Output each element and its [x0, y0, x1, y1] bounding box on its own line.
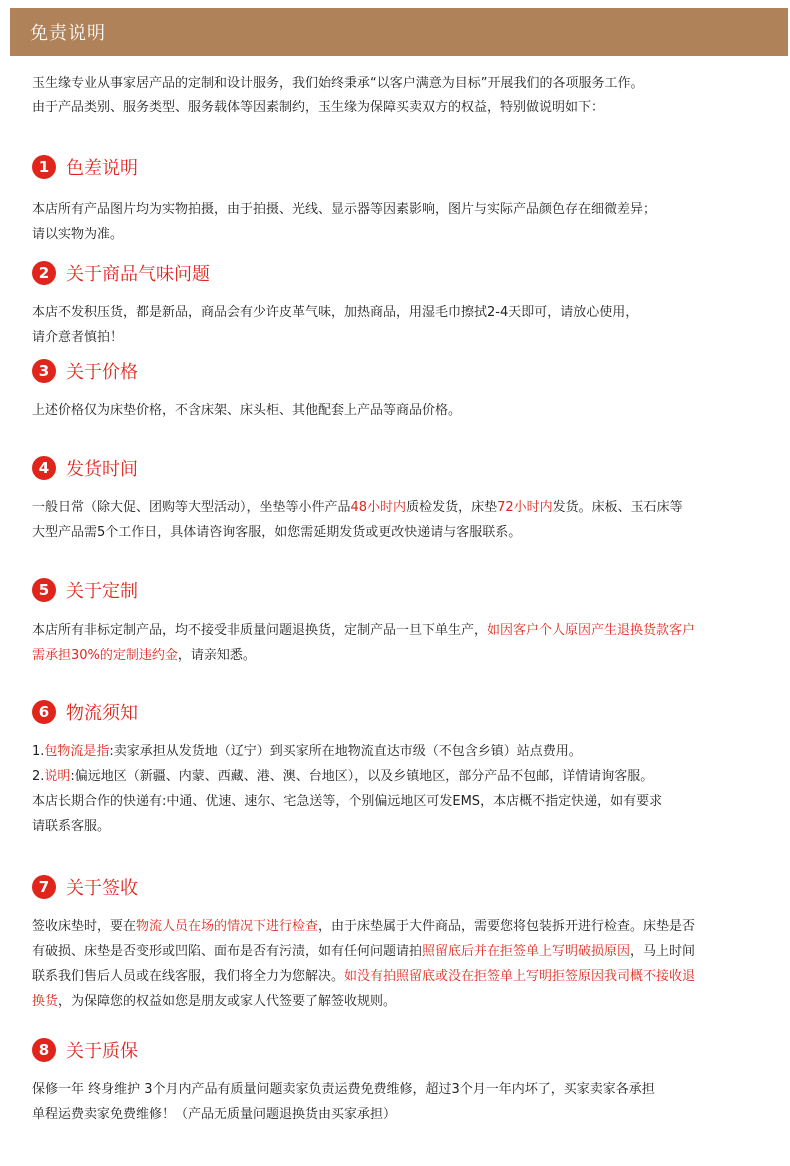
body-line: 请联系客服。: [32, 819, 111, 834]
section-title: 关于定制: [66, 581, 138, 602]
text-run: 联系我们售后人员或在线客服，我们将全力为您解决。: [32, 969, 345, 984]
section-body: [32, 300, 772, 350]
section-heading-customization: [32, 577, 138, 603]
section-heading-signing: [32, 874, 138, 900]
number-badge: 6: [32, 700, 56, 724]
section-heading-color-difference: [32, 154, 138, 180]
body-line: 上述价格仅为床垫价格，不含床架、床头柜、其他配套上产品等商品价格。: [32, 403, 462, 418]
body-line: 大型产品需5个工作日，具体请咨询客服，如您需延期发货或更改快递请与客服联系。: [32, 525, 522, 540]
highlight-text: 换货: [32, 994, 59, 1009]
highlight-text: 72小时内: [497, 500, 553, 515]
body-line: 请以实物为准。: [32, 227, 124, 242]
highlight-text: 需承担30%的定制违约金: [32, 648, 178, 663]
body-line: [32, 914, 772, 939]
section-body: [32, 1077, 772, 1127]
section-heading-warranty: [32, 1037, 138, 1063]
section-body: [32, 495, 772, 545]
body-line: 本店长期合作的快递有:中通、优速、速尔、宅急送等，个别偏远地区可发EMS，本店概不指定快递，如有要求: [32, 794, 663, 809]
text-run: ，马上时间: [630, 944, 696, 959]
body-line: [32, 618, 772, 643]
body-line: 单程运费卖家免费维修！（产品无质量问题退换货由买家承担）: [32, 1107, 397, 1122]
intro-text: [32, 72, 762, 120]
text-run: ，请亲知悉。: [177, 648, 256, 663]
section-body: [32, 618, 772, 668]
section-title: 色差说明: [66, 158, 138, 179]
page-title: 免责说明: [30, 23, 106, 44]
text-run: 一般日常（除大促、团购等大型活动），坐垫等小件产品: [32, 500, 351, 515]
body-line: 保修一年 终身维护 3个月内产品有质量问题卖家负责运费免费维修，超过3个月一年内坏了，买家卖家各承担: [32, 1082, 655, 1097]
text-run: 2.: [32, 769, 45, 784]
body-line: [32, 989, 772, 1014]
highlight-text: 如没有拍照留底或没在拒签单上写明拒签原因我司概不接收退: [344, 969, 696, 984]
text-run: :偏远地区（新疆、内蒙、西藏、港、澳、台地区），以及乡镇地区，部分产品不包邮，详情请询客服。: [70, 769, 654, 784]
section-title: 关于价格: [66, 362, 138, 383]
section-title: 关于质保: [66, 1041, 138, 1062]
text-run: 签收床垫时，要在: [32, 919, 137, 934]
text-run: ，为保障您的权益如您是朋友或家人代签要了解签收规则。: [58, 994, 397, 1009]
intro-line: 玉生缘专业从事家居产品的定制和设计服务，我们始终秉承“以客户满意为目标”开展我们的各项服务工作。: [32, 76, 644, 91]
section-body: [32, 197, 772, 247]
section-title: 关于商品气味问题: [66, 264, 210, 285]
section-heading-price: [32, 358, 138, 384]
body-line: [32, 939, 772, 964]
highlight-text: 照留底后并在拒签单上写明破损原因: [422, 944, 631, 959]
number-badge: 3: [32, 359, 56, 383]
intro-line: 由于产品类别、服务类型、服务载体等因素制约，玉生缘为保障买卖双方的权益，特别做说明如下：: [32, 100, 605, 115]
number-badge: 8: [32, 1038, 56, 1062]
text-run: :卖家承担从发货地（辽宁）到买家所在地物流直达市级（不包含乡镇）站点费用。: [109, 744, 582, 759]
body-line: [32, 643, 772, 668]
highlight-text: 物流人员在场的情况下进行检查: [136, 919, 319, 934]
highlight-text: 如因客户个人原因产生退换货款客户: [487, 623, 696, 638]
body-line: [32, 964, 772, 989]
highlight-text: 包物流是指: [44, 744, 110, 759]
body-line: 请介意者慎拍！: [32, 330, 124, 345]
highlight-text: 48小时内: [350, 500, 407, 515]
number-badge: 1: [32, 155, 56, 179]
number-badge: 5: [32, 578, 56, 602]
number-badge: 2: [32, 261, 56, 285]
section-title: 关于签收: [66, 878, 138, 899]
text-run: 本店所有非标定制产品，均不接受非质量问题退换货，定制产品一旦下单生产，: [32, 623, 488, 638]
section-heading-shipping: [32, 455, 138, 481]
section-title: 物流须知: [66, 703, 138, 724]
body-line: [32, 495, 772, 520]
body-line: 本店所有产品图片均为实物拍摄，由于拍摄、光线、显示器等因素影响，图片与实际产品颜色存在细微差异；: [32, 202, 657, 217]
highlight-text: 说明: [44, 769, 71, 784]
text-run: 1.: [32, 744, 45, 759]
section-heading-odor: [32, 260, 210, 286]
section-body: [32, 398, 772, 423]
text-run: 质检发货，床垫: [406, 500, 498, 515]
number-badge: 4: [32, 456, 56, 480]
body-line: [32, 764, 772, 789]
text-run: 发货。床板、玉石床等: [552, 500, 683, 515]
section-body: [32, 914, 772, 1014]
body-line: 本店不发积压货，都是新品，商品会有少许皮革气味，加热商品，用湿毛巾擦拭2-4天即可，请放心使用，: [32, 305, 639, 320]
section-body: [32, 739, 772, 839]
number-badge: 7: [32, 875, 56, 899]
text-run: 有破损、床垫是否变形或凹陷、面布是否有污渍，如有任何问题请拍: [32, 944, 423, 959]
section-heading-logistics: [32, 699, 138, 725]
body-line: [32, 739, 772, 764]
header-bar: [10, 8, 788, 56]
text-run: ，由于床垫属于大件商品，需要您将包装拆开进行检查。床垫是否: [318, 919, 696, 934]
section-title: 发货时间: [66, 459, 138, 480]
